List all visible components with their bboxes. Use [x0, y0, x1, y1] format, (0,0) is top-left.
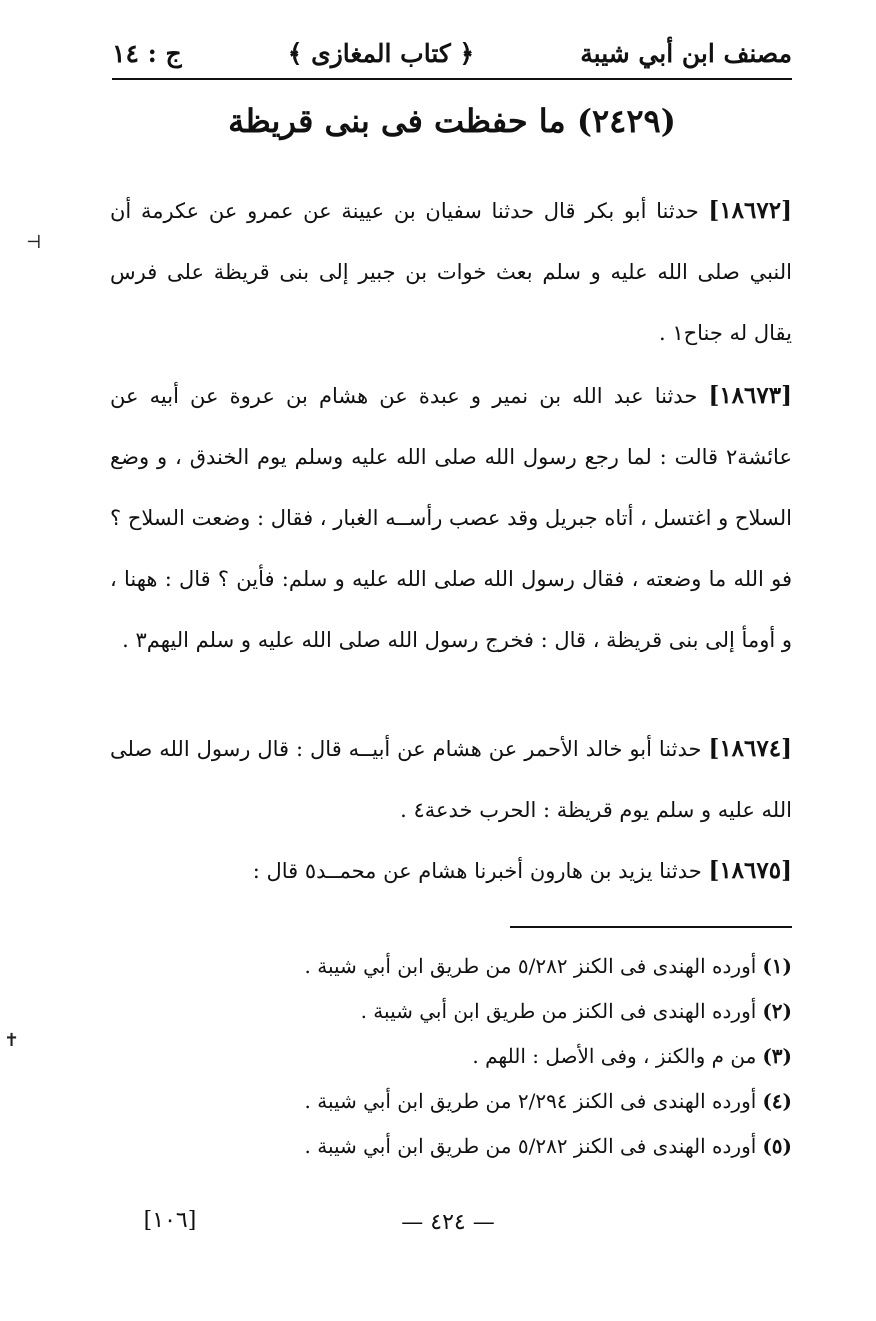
hadith-paragraph: [110, 365, 792, 671]
footnote-rule: [510, 926, 792, 928]
hadith-paragraph: [110, 718, 792, 841]
hadith-number: [١٨٦٧٣]: [708, 382, 792, 409]
hadith-text: حدثنا عبد الله بن نمير و عبدة عن هشام بن عروة عن أبيه عن عائشة٢ قالت : لما رجع رسول الله صلى الله عليه وسلم يوم الخندق ، و وضع السلاح و اغتسل ، أتاه جبريل وقد عصب رأســه الغبار ، فقال : وضعت السلاح ؟ فو الله ما وضعته ، فقال رسول الله صلى الله عليه و سلم: فأين ؟ قال : ههنا ، و أومأ إلى بنى قريظة ، قال : فخرج رسول الله صلى الله عليه و سلم اليهم٣ .: [110, 384, 792, 652]
hadith-number: [١٨٦٧٢]: [708, 197, 792, 224]
footnote-mark: (١): [762, 954, 792, 978]
running-header: [112, 28, 792, 78]
hadith-number: [١٨٦٧٥]: [708, 857, 792, 884]
footnote-text: أورده الهندى فى الكنز من طريق ابن أبي شيبة .: [360, 999, 757, 1023]
footnote-text: أورده الهندى فى الكنز ٢/٢٩٤ من طريق ابن أبي شيبة .: [304, 1089, 757, 1113]
hadith-paragraph: [110, 180, 792, 364]
footnote: [240, 1034, 792, 1079]
footnote-text: من م والكنز ، وفى الأصل : اللهم .: [472, 1044, 757, 1068]
footnote: [240, 1124, 792, 1169]
footnote-mark: (٣): [762, 1044, 792, 1068]
header-rule: [112, 78, 792, 80]
footnote-mark: (٤): [762, 1089, 792, 1113]
hadith-paragraph: [110, 840, 792, 902]
volume-number: ج : ١٤: [112, 38, 182, 68]
original-page-reference: [١٠٦]: [143, 1208, 197, 1233]
footnote-mark: (٥): [762, 1134, 792, 1158]
margin-mark: ✝: [4, 1030, 20, 1051]
footnote: [240, 989, 792, 1034]
footnote-text: أورده الهندى فى الكنز ٥/٢٨٢ من طريق ابن أبي شيبة .: [304, 1134, 757, 1158]
footnote-mark: (٢): [762, 999, 792, 1023]
footnotes-list: [240, 944, 792, 1169]
book-title: مصنف ابن أبي شيبة: [580, 38, 792, 68]
hadith-text: حدثنا أبو بكر قال حدثنا سفيان بن عيينة عن عمرو عن عكرمة أن النبي صلى الله عليه و سلم بعث خوات بن جبير إلى بنى قريظة على فرس يقال له جناح١ .: [110, 199, 792, 345]
footnote: [240, 944, 792, 989]
section-title: (٢٤٢٩) ما حفظت فى بنى قريظة: [228, 102, 676, 140]
chapter-name: ﴿ كتاب المغازى ﴾: [287, 38, 475, 68]
hadith-text: حدثنا يزيد بن هارون أخبرنا هشام عن محمــد٥ قال :: [252, 859, 702, 883]
page-number: — ٤٢٤ —: [401, 1210, 495, 1235]
hadith-number: [١٨٦٧٤]: [708, 735, 792, 762]
hadith-text: حدثنا أبو خالد الأحمر عن هشام عن أبيــه قال : قال رسول الله صلى الله عليه و سلم يوم قريظة : الحرب خدعة٤ .: [110, 737, 792, 822]
footnote: [240, 1079, 792, 1124]
margin-mark: ⊢: [26, 232, 42, 253]
footnote-text: أورده الهندى فى الكنز ٥/٢٨٢ من طريق ابن أبي شيبة .: [304, 954, 757, 978]
